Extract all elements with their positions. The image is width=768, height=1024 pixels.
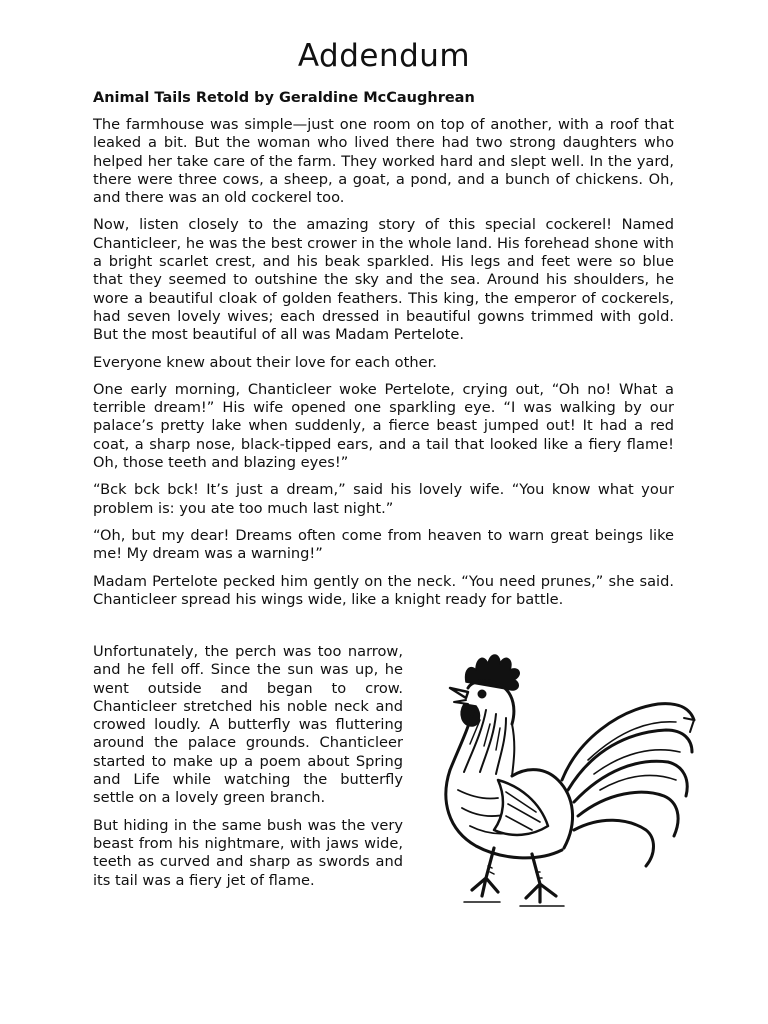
page-title: Addendum [297,38,471,74]
side-paragraph-2: But hiding in the same bush was the very beast from his nightmare, with jaws wide, teeth as curved and sharp as swords and its tail was a fiery jet of flame. [93,816,403,889]
paragraph-2: Now, listen closely to the amazing story of this special cockerel! Named Chanticleer, he was the best crower in the whole land. His forehead shone with a bright scarlet crest, and his beak sparkled. His legs and feet were so blue that they seemed to outshine the sky and the sea. Around his shoulders, he wore a beautiful cloak of golden feathers. This king, the emperor of cockerels, had seven lovely wives; each dressed in beautiful gowns trimmed with gold. But the most beautiful of all was Madam Pertelote. [93,216,674,344]
side-text [93,643,403,899]
paragraph-7: Madam Pertelote pecked him gently on the neck. “You need prunes,” she said. Chanticleer spread his wings wide, like a knight ready for battle. [93,572,674,608]
rooster-illustration [428,640,708,925]
paragraph-1: The farmhouse was simple—just one room on top of another, with a roof that leaked a bit. But the woman who lived there had two strong daughters who helped her take care of the farm. They worked hard and slept well. In the yard, there were three cows, a sheep, a goat, a pond, and a bunch of chickens. Oh, and there was an old cockerel too. [93,116,674,207]
paragraph-4: One early morning, Chanticleer woke Pertelote, crying out, “Oh no! What a terrible dream!” His wife opened one sparkling eye. “I was walking by our palace’s pretty lake when suddenly, a fierce beast jumped out! It had a red coat, a sharp nose, black-tipped ears, and a tail that looked like a fiery flame! Oh, those teeth and blazing eyes!” [93,380,674,472]
paragraph-3: Everyone knew about their love for each other. [93,353,437,371]
paragraph-6: “Oh, but my dear! Dreams often come from heaven to warn great beings like me! My dream was a warning!” [93,526,674,563]
side-paragraph-1: Unfortunately, the perch was too narrow, and he fell off. Since the sun was up, he went outside and began to crow. Chanticleer stretched his noble neck and crowed loudly. A butterfly was fluttering around the palace grounds. Chanticleer started to make up a poem about Spring and Life while watching the butterfly settle on a lovely green branch. [93,643,403,807]
paragraph-5: “Bck bck bck! It’s just a dream,” said his lovely wife. “You know what your problem is: you ate too much last night.” [93,481,674,517]
subtitle: Animal Tails Retold by Geraldine McCaughrean [93,90,475,106]
body-text [93,116,674,618]
